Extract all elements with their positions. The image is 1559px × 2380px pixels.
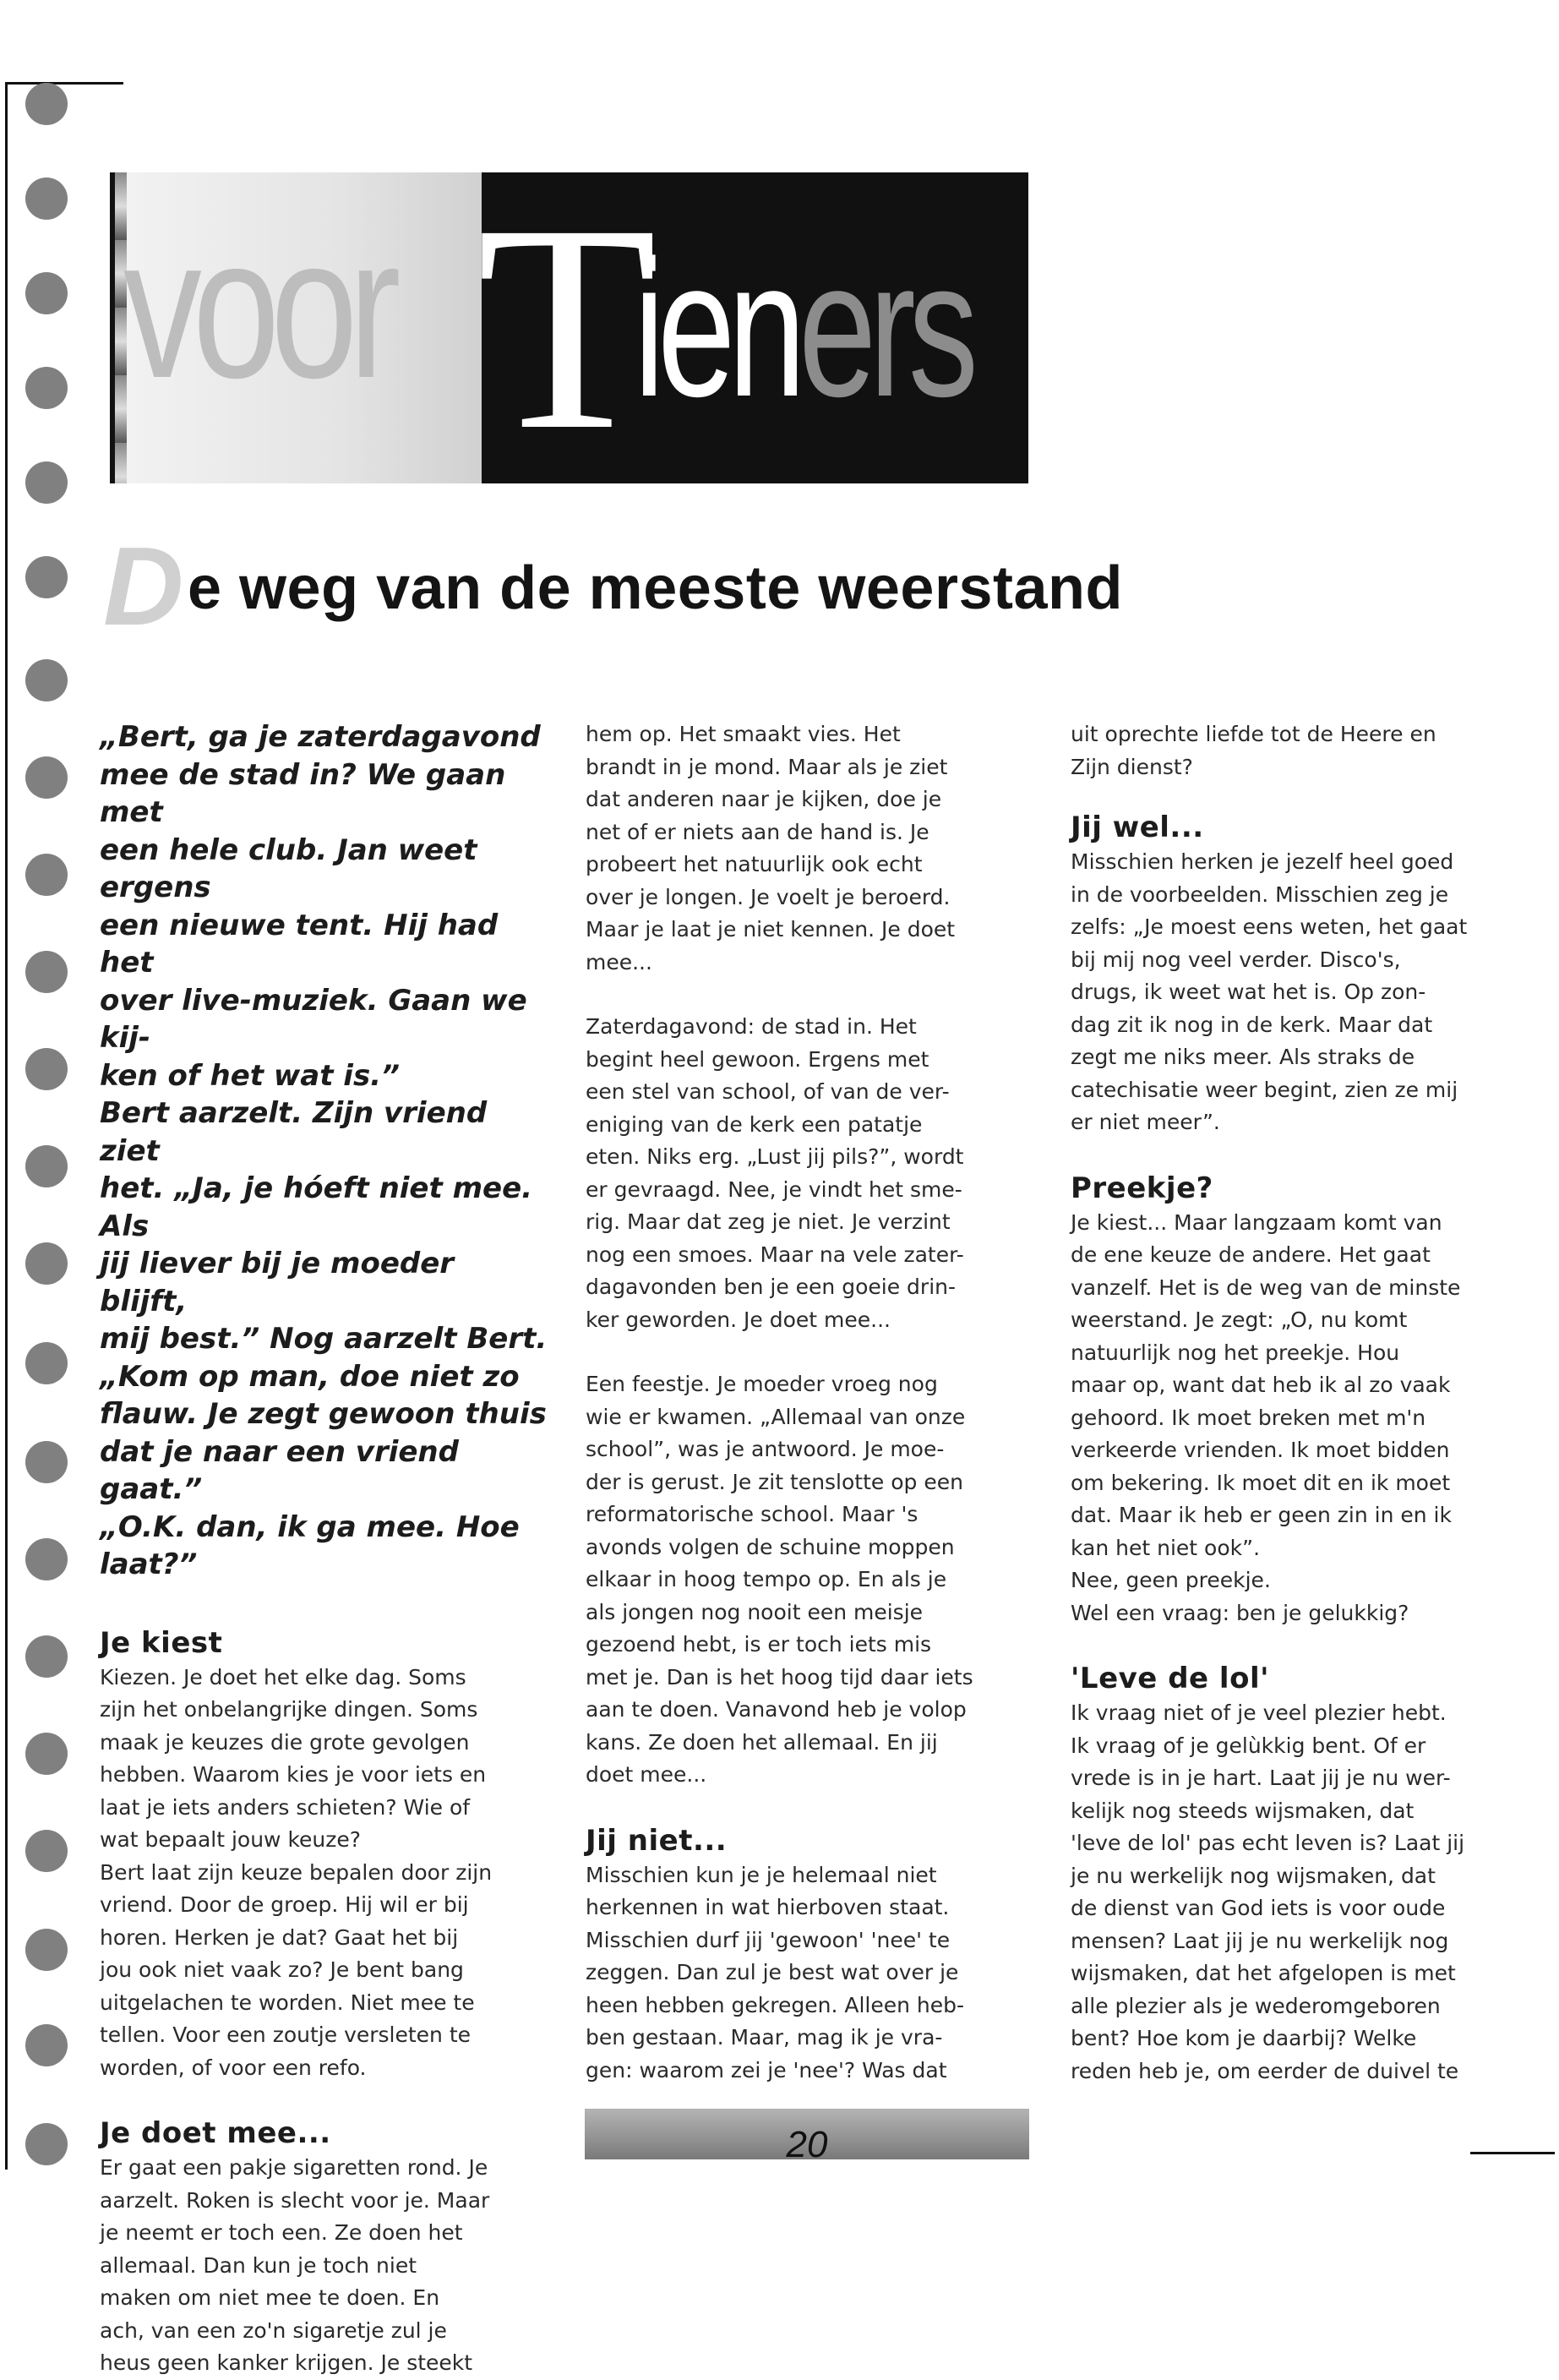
body-line: Je kiest... Maar langzaam komt van: [1071, 1209, 1442, 1235]
section-preekje-body: [1071, 1207, 1518, 1630]
body-line: 'leve de lol' pas echt leven is? Laat jij: [1071, 1831, 1465, 1855]
body-line: gezoend hebt, is er toch iets mis: [586, 1632, 932, 1657]
intro-line: flauw. Je zegt gewoon thuis: [100, 1397, 547, 1431]
body-line: vriend. Door de groep. Hij wil er bij: [100, 1892, 469, 1917]
binder-hole: [25, 461, 68, 504]
section-jij-wel-body: [1071, 846, 1518, 1139]
body-line: met je. Dan is het hoog tijd daar iets: [586, 1664, 973, 1689]
intro-line: een hele club. Jan weet ergens: [100, 832, 477, 904]
page-number-bar: [585, 2109, 1029, 2165]
intro-line: Bert aarzelt. Zijn vriend ziet: [100, 1096, 488, 1168]
subhead-je-doet-mee: Je doet mee...: [100, 2116, 331, 2150]
body-line: tellen. Voor een zoutje versleten te: [100, 2022, 472, 2047]
body-line: verkeerde vrienden. Ik moet bidden: [1071, 1438, 1450, 1462]
intro-line: mij best.” Nog aarzelt Bert.: [100, 1322, 548, 1356]
masthead: [110, 163, 1028, 491]
body-line: brandt in je mond. Maar als je ziet: [586, 754, 948, 779]
body-line: allemaal. Dan kun je toch niet: [100, 2252, 417, 2278]
paragraph-spacer: [586, 1336, 1033, 1368]
body-line: om bekering. Ik moet dit en ik moet: [1071, 1470, 1451, 1495]
binder-hole: [25, 1242, 68, 1285]
article-headline: [103, 524, 1286, 648]
body-line: alle plezier als je wederomgeboren: [1071, 1993, 1441, 2018]
intro-line: „Bert, ga je zaterdagavond: [100, 720, 541, 754]
intro-line: mee de stad in? We gaan met: [100, 757, 506, 829]
body-line: school”, was je antwoord. Je moe-: [586, 1437, 945, 1461]
body-line: er gevraagd. Nee, je vindt het sme-: [586, 1176, 962, 1202]
binder-hole: [25, 367, 68, 409]
body-line: reformatorische school. Maar 's: [586, 1502, 919, 1526]
body-line: een stel van school, of van de ver-: [586, 1079, 950, 1104]
body-line: gen: waarom zei je 'nee'? Was dat: [586, 2057, 947, 2082]
body-line: nog een smoes. Maar na vele zater-: [586, 1242, 964, 1267]
body-line: herkennen in wat hierboven staat.: [586, 1895, 950, 1919]
body-line: worden, of voor een refo.: [100, 2055, 367, 2080]
column-2-paragraph-1: [586, 718, 1033, 979]
body-line: rig. Maar dat zeg je niet. Je verzint: [586, 1209, 951, 1234]
body-line: net of er niets aan de hand is. Je: [586, 819, 929, 844]
body-line: elkaar in hoog tempo op. En als je: [586, 1567, 947, 1591]
body-line: dagavonden ben je een goeie drin-: [586, 1275, 957, 1299]
body-line: maar op, want dat heb ik al zo vaak: [1071, 1373, 1451, 1397]
binder-hole: [25, 1830, 68, 1872]
intro-line: dat je naar een vriend gaat.”: [100, 1434, 459, 1506]
section-jij-niet-body: [586, 1859, 1033, 2088]
body-line: jou ook niet vaak zo? Je bent bang: [100, 1957, 464, 1982]
body-line: catechisatie weer begint, zien ze mij: [1071, 1077, 1458, 1102]
body-line: zegt me niks meer. Als straks de: [1071, 1045, 1415, 1069]
body-line: er niet meer”.: [1071, 1110, 1220, 1134]
body-line: ker geworden. Je doet mee...: [586, 1307, 891, 1332]
masthead-tieners-rest: [634, 220, 972, 437]
body-line: begint heel gewoon. Ergens met: [586, 1046, 929, 1072]
body-line: kans. Ze doen het allemaal. En jij: [586, 1729, 938, 1755]
body-line: over je longen. Je voelt je beroerd.: [586, 884, 951, 909]
body-line: Zijn dienst?: [1071, 754, 1193, 779]
body-line: ach, van een zo'n sigaretje zul je: [100, 2317, 447, 2343]
binder-hole: [25, 951, 68, 993]
body-line: gehoord. Ik moet breken met m'n: [1071, 1405, 1426, 1430]
binder-border-bottom: [1470, 2152, 1555, 2154]
body-line: dat anderen naar je kijken, doe je: [586, 787, 942, 811]
binder-hole: [25, 177, 68, 220]
intro-paragraph: [100, 718, 548, 1584]
binder-hole: [25, 272, 68, 314]
body-line: zeggen. Dan zul je best wat over je: [586, 1960, 959, 1984]
body-line: hem op. Het smaakt vies. Het: [586, 722, 901, 746]
section-je-kiest-body: [100, 1662, 548, 2085]
intro-line: ken of het wat is.”: [100, 1058, 400, 1093]
binder-hole: [25, 1635, 68, 1678]
masthead-tieners-initial: T: [477, 163, 657, 491]
binder-hole: [25, 1929, 68, 1971]
masthead-light-panel: [110, 172, 494, 483]
body-line: kelijk nog steeds wijsmaken, dat: [1071, 1798, 1415, 1823]
body-line: Bert laat zijn keuze bepalen door zijn: [100, 1859, 493, 1885]
intro-line: laat?”: [100, 1548, 198, 1581]
subhead-leve-de-lol: 'Leve de lol': [1071, 1662, 1270, 1695]
binder-hole: [25, 659, 68, 701]
body-line: Ik vraag of je gelùkkig bent. Of er: [1071, 1733, 1426, 1758]
body-line: maken om niet mee te doen. En: [100, 2285, 440, 2310]
headline-dropcap: D: [103, 524, 184, 648]
body-line: je nu werkelijk nog wijsmaken, dat: [1071, 1863, 1436, 1888]
section-je-doet-mee-body: [100, 2152, 548, 2380]
body-line: laat je iets anders schieten? Wie of: [100, 1794, 471, 1820]
headline-text: e weg van de meeste weerstand: [188, 554, 1123, 622]
column-3: [1071, 718, 1518, 2088]
intro-line: „Kom op man, doe niet zo: [100, 1359, 520, 1394]
subhead-je-kiest: Je kiest: [100, 1625, 223, 1660]
body-line: Wel een vraag: ben je gelukkig?: [1071, 1600, 1409, 1625]
body-line: zelfs: „Je moest eens weten, het gaat: [1071, 914, 1468, 939]
body-line: wijsmaken, dat het afgelopen is met: [1071, 1961, 1456, 1985]
subhead-preekje: Preekje?: [1071, 1171, 1213, 1205]
body-line: mee...: [586, 949, 652, 974]
body-line: zijn het onbelangrijke dingen. Soms: [100, 1697, 478, 1722]
body-line: wat bepaalt jouw keuze?: [100, 1827, 362, 1852]
body-line: Er gaat een pakje sigaretten rond. Je: [100, 2155, 488, 2180]
subhead-jij-niet: Jij niet...: [586, 1823, 728, 1858]
binder-border-top: [5, 82, 123, 85]
body-line: horen. Herken je dat? Gaat het bij: [100, 1924, 459, 1950]
body-line: wie er kwamen. „Allemaal van onze: [586, 1404, 966, 1429]
column-2: [586, 718, 1033, 2087]
body-line: dat. Maar ik heb er geen zin in en ik: [1071, 1503, 1452, 1527]
page-number: 20: [786, 2124, 828, 2165]
body-line: maak je keuzes die grote gevolgen: [100, 1729, 470, 1755]
binder-hole: [25, 1342, 68, 1384]
body-line: in de voorbeelden. Misschien zeg je: [1071, 882, 1449, 907]
body-line: avonds volgen de schuine moppen: [586, 1534, 955, 1559]
body-line: weerstand. Je zegt: „O, nu komt: [1071, 1307, 1408, 1332]
body-line: heus geen kanker krijgen. Je steekt: [100, 2350, 473, 2375]
body-line: eniging van de kerk een patatje: [586, 1111, 923, 1137]
body-line: dag zit ik nog in de kerk. Maar dat: [1071, 1012, 1433, 1037]
body-line: uitgelachen te worden. Niet mee te: [100, 1990, 475, 2015]
body-line: Maar je laat je niet kennen. Je doet: [586, 917, 956, 942]
body-line: hebben. Waarom kies je voor iets en: [100, 1762, 487, 1787]
masthead-voor: voor: [123, 196, 392, 420]
body-line: doet mee...: [586, 1762, 707, 1787]
body-line: reden heb je, om eerder de duivel te: [1071, 2058, 1459, 2083]
masthead-tieners-middle: ien: [634, 220, 799, 437]
intro-line: „O.K. dan, ik ga mee. Hoe: [100, 1509, 520, 1544]
body-line: Misschien herken je jezelf heel goed: [1071, 849, 1454, 874]
body-line: drugs, ik weet wat het is. Op zon-: [1071, 980, 1426, 1004]
body-line: ben gestaan. Maar, mag ik je vra-: [586, 2025, 943, 2050]
body-line: probeert het natuurlijk ook echt: [586, 852, 923, 876]
body-line: vrede is in je hart. Laat jij je nu wer-: [1071, 1766, 1451, 1790]
body-line: Zaterdagavond: de stad in. Het: [586, 1014, 917, 1039]
masthead-tieners-end: ers: [799, 220, 972, 437]
binder-hole: [25, 854, 68, 896]
binder-hole: [25, 2024, 68, 2066]
subhead-jij-wel: Jij wel...: [1071, 811, 1204, 844]
body-line: Kiezen. Je doet het elke dag. Soms: [100, 1664, 466, 1689]
body-line: je neemt er toch een. Ze doen het: [100, 2220, 463, 2245]
body-line: heen hebben gekregen. Alleen heb-: [586, 1992, 965, 2017]
body-line: Misschien durf jij 'gewoon' 'nee' te: [586, 1927, 951, 1952]
body-line: mensen? Laat jij je nu werkelijk nog: [1071, 1928, 1449, 1953]
body-line: Ik vraag niet of je veel plezier hebt.: [1071, 1700, 1447, 1725]
body-line: natuurlijk nog het preekje. Hou: [1071, 1340, 1400, 1365]
body-line: als jongen nog nooit een meisje: [586, 1599, 924, 1624]
body-line: vanzelf. Het is de weg van de minste: [1071, 1275, 1461, 1300]
binder-hole: [25, 756, 68, 799]
body-line: eten. Niks erg. „Lust jij pils?”, wordt: [586, 1144, 964, 1169]
binder-hole: [25, 556, 68, 598]
body-line: aan te doen. Vanavond heb je volop: [586, 1697, 967, 1722]
body-line: kan het niet ook”.: [1071, 1535, 1261, 1560]
body-line: de dienst van God iets is voor oude: [1071, 1896, 1446, 1920]
body-line: der is gerust. Je zit tenslotte op een: [586, 1469, 963, 1494]
column-3-paragraph-1: [1071, 718, 1518, 783]
intro-line: jij liever bij je moeder blijft,: [100, 1247, 455, 1318]
binder-hole: [25, 1538, 68, 1580]
column-2-paragraph-3: [586, 1368, 1033, 1792]
body-line: de ene keuze de andere. Het gaat: [1071, 1242, 1431, 1267]
body-line: bij mij nog veel verder. Disco's,: [1071, 947, 1401, 972]
section-leve-de-lol-body: [1071, 1697, 1518, 2088]
binder-hole: [25, 1733, 68, 1775]
intro-line: een nieuwe tent. Hij had het: [100, 908, 499, 980]
body-line: uit oprechte liefde tot de Heere en: [1071, 722, 1436, 746]
intro-line: over live-muziek. Gaan we kij-: [100, 983, 527, 1055]
binder-border-left: [5, 82, 8, 2170]
binder-hole: [25, 1441, 68, 1483]
binder-hole: [25, 83, 68, 125]
binder-hole: [25, 2123, 68, 2165]
body-line: Misschien kun je je helemaal niet: [586, 1862, 937, 1887]
body-line: Een feestje. Je moeder vroeg nog: [586, 1372, 938, 1396]
intro-line: het. „Ja, je hóeft niet mee. Als: [100, 1171, 533, 1243]
paragraph-spacer: [586, 979, 1033, 1011]
column-2-paragraph-2: [586, 1011, 1033, 1336]
column-1: [100, 718, 548, 2380]
body-line: Nee, geen preekje.: [1071, 1568, 1271, 1592]
body-line: bent? Hoe kom je daarbij? Welke: [1071, 2026, 1417, 2050]
binder-hole: [25, 1048, 68, 1090]
binder-hole: [25, 1145, 68, 1187]
body-line: aarzelt. Roken is slecht voor je. Maar: [100, 2187, 490, 2213]
